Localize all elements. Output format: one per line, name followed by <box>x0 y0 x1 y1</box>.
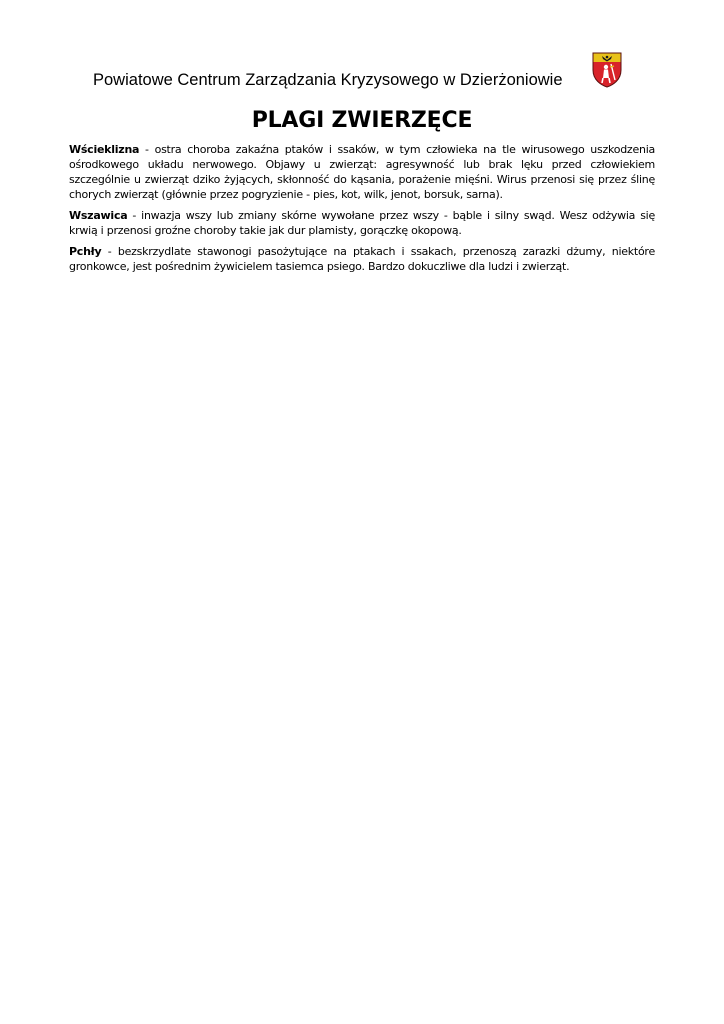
definition-fleas: - bezskrzydlate stawonogi pasożytujące na ptakach i ssakach, przenoszą zarazki dżumy, niektóre gronkowce, jest pośrednim żywicielem tasiemca psiego. Bardzo dokuczliwe dla ludzi i zwierząt. <box>69 245 655 273</box>
paragraph-fleas <box>69 244 655 274</box>
definition-pediculosis: - inwazja wszy lub zmiany skórne wywołane przez wszy - bąble i silny swąd. Wesz odżywia się krwią i przenosi groźne choroby takie jak dur plamisty, gorączkę okopową. <box>69 209 655 237</box>
organization-name: Powiatowe Centrum Zarządzania Kryzysowego w Dzierżoniowie <box>93 71 563 89</box>
document-body <box>69 142 655 280</box>
term-rabies: Wścieklizna <box>69 143 140 156</box>
term-pediculosis: Wszawica <box>69 209 128 222</box>
document-title: PLAGI ZWIERZĘCE <box>251 108 473 133</box>
coat-of-arms-icon <box>592 52 622 88</box>
paragraph-pediculosis <box>69 208 655 238</box>
definition-rabies: - ostra choroba zakaźna ptaków i ssaków, w tym człowieka na tle wirusowego uszkodzenia ośrodkowego układu nerwowego. Objawy u zwierząt: agresywność lub brak lęku przed człowiekiem szczególnie u zwierząt dziko żyjących, skłonność do kąsania, porażenie mięśni. Wirus przenosi się przez ślinę chorych zwierząt (głównie przez pogryzienie - pies, kot, wilk, jenot, borsuk, sarna). <box>69 143 655 201</box>
term-fleas: Pchły <box>69 245 102 258</box>
paragraph-rabies <box>69 142 655 202</box>
document-header <box>0 50 724 92</box>
